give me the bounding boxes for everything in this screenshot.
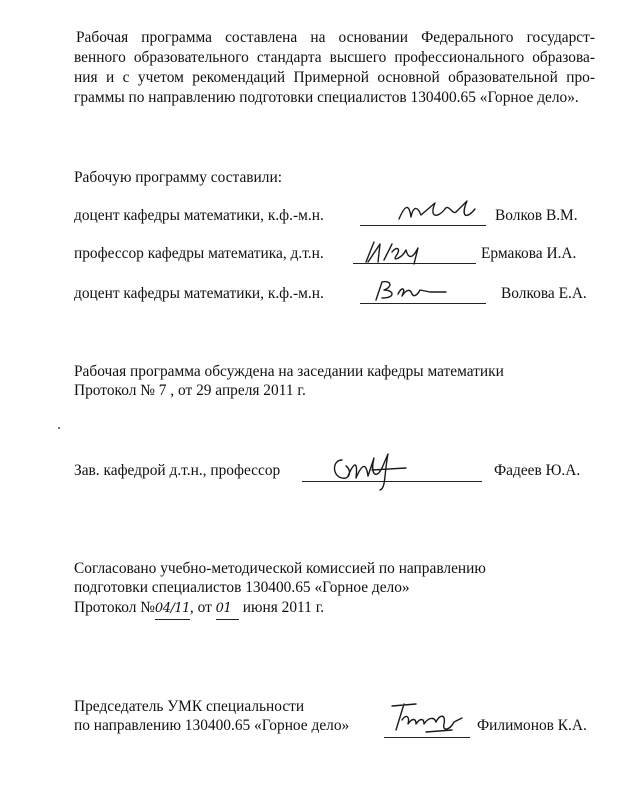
signature-fadeev-yua [328, 448, 418, 492]
protocol-suffix: июня 2011 г. [238, 599, 325, 616]
head-name: Фадеев Ю.А. [494, 462, 581, 479]
discussion-protocol: Протокол № 7 , от 29 апреля 2011 г. [74, 382, 306, 399]
compiler-position: профессор кафедры математика, д.т.н. [74, 245, 324, 262]
chair-name: Филимонов К.А. [477, 717, 587, 734]
intro-line: ния и с учетом рекомендаций Примерной основной образовательной про- [74, 69, 595, 86]
chair-line: Председатель УМК специальности [74, 698, 305, 715]
compilers-heading: Рабочую программу составили: [74, 169, 282, 186]
approval-line: Согласовано учебно-методической комиссией по направлению [74, 560, 486, 577]
protocol-mid: , от [189, 599, 212, 616]
head-position: Зав. кафедрой д.т.н., профессор [74, 462, 281, 479]
compiler-name: Ермакова И.А. [481, 245, 577, 262]
chair-line: по направлению 130400.65 «Горное дело» [74, 717, 350, 734]
signature-volkov-vm [395, 197, 485, 227]
intro-line: Рабочая программа составлена на основании Федерального государст- [76, 29, 595, 46]
approval-line: подготовки специалистов 130400.65 «Горное дело» [74, 579, 410, 596]
protocol-day-handwritten: 01 [215, 601, 232, 616]
compiler-position: доцент кафедры математики, к.ф.-м.н. [74, 285, 324, 302]
intro-paragraph [74, 28, 595, 108]
signature-volkova-ea [372, 276, 462, 306]
approval-protocol [74, 598, 324, 620]
compiler-name: Волков В.М. [495, 207, 578, 224]
protocol-number-handwritten: 04/11 [154, 601, 190, 616]
intro-line: венного образовательного стандарта высшего профессионального образова- [74, 49, 595, 66]
discussion-line: Рабочая программа обсуждена на заседании кафедры математики [74, 363, 504, 380]
compiler-name: Волкова Е.А. [501, 285, 587, 302]
signature-ermakova-ia [362, 238, 432, 268]
stray-mark [58, 427, 60, 429]
protocol-number [155, 598, 190, 620]
intro-line: граммы по направлению подготовки специалистов 130400.65 «Горное дело». [74, 89, 579, 106]
compiler-position: доцент кафедры математики, к.ф.-м.н. [74, 207, 324, 224]
protocol-prefix: Протокол № [74, 599, 155, 616]
protocol-day [216, 598, 239, 620]
signature-filimonov-ka [386, 700, 476, 740]
